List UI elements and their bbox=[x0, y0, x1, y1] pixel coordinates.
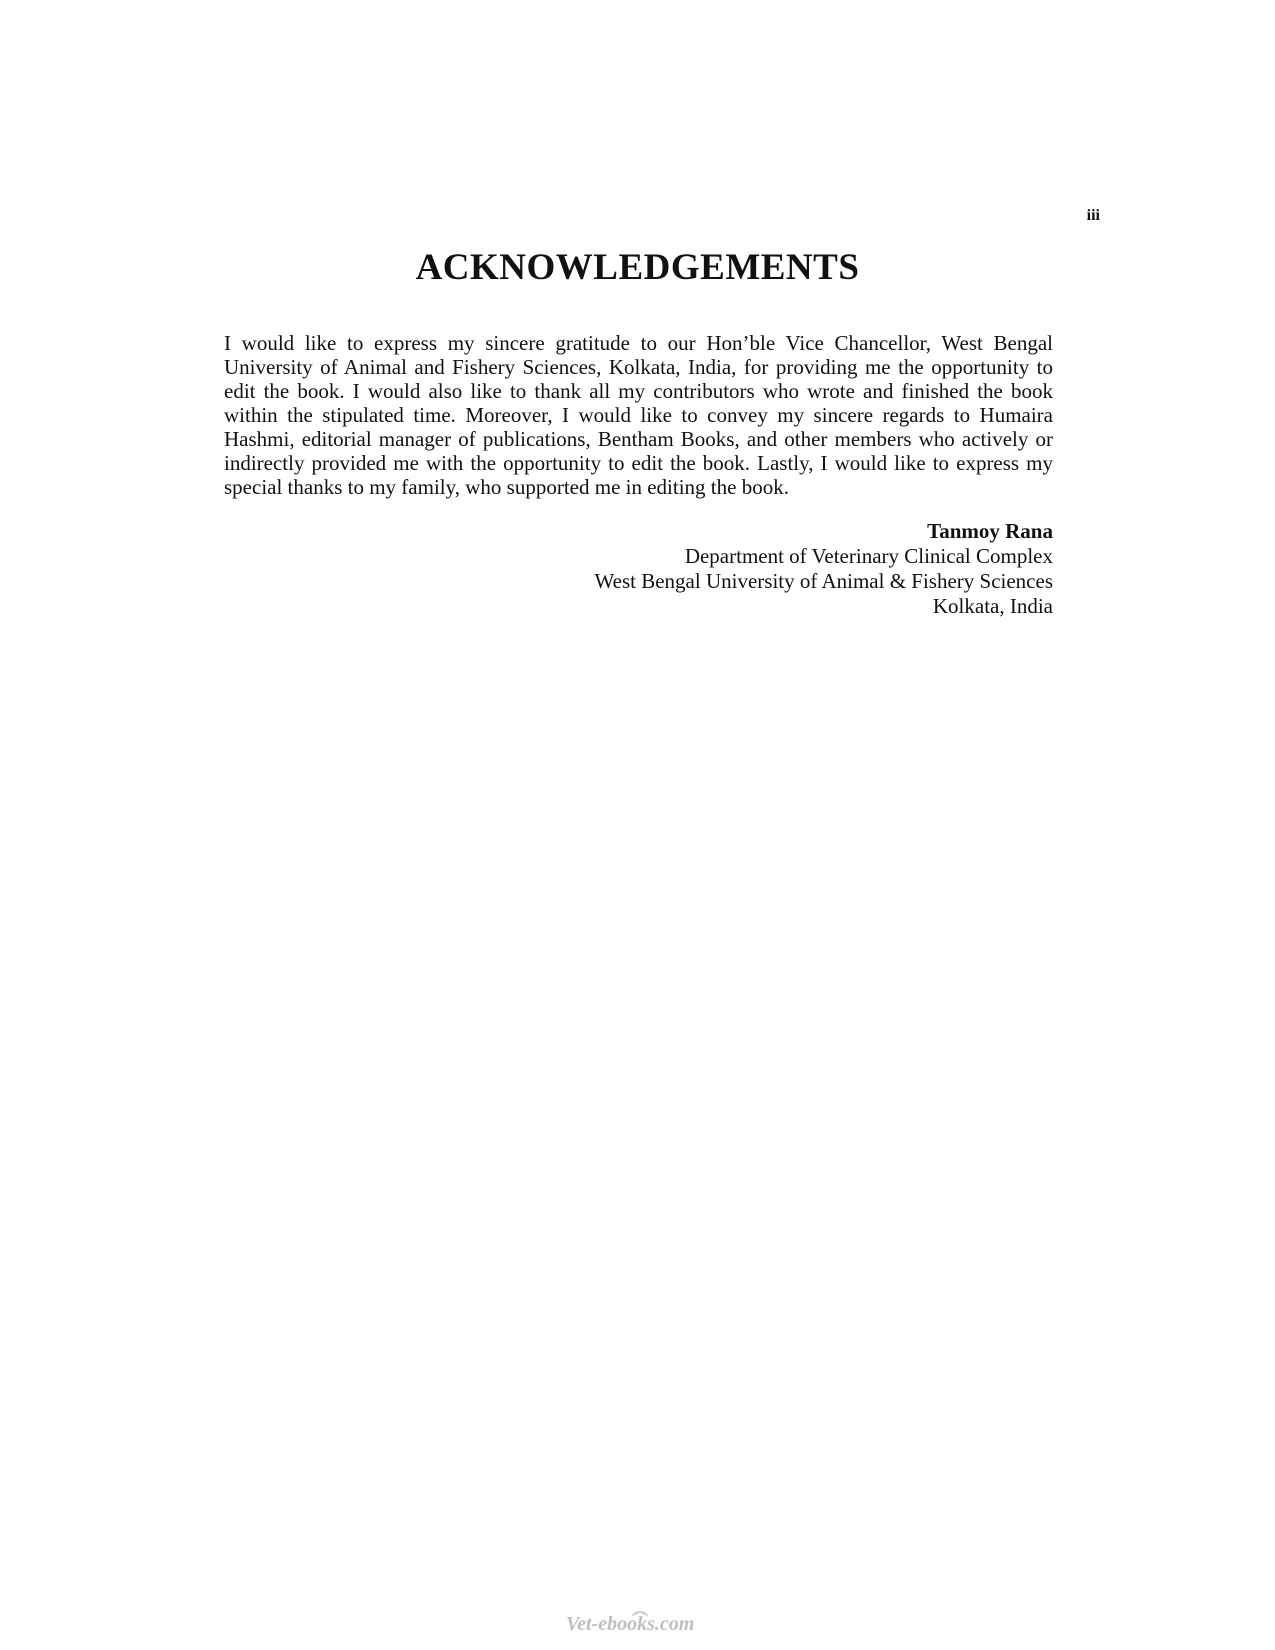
svg-text:Vet-ebooks.com: Vet-ebooks.com bbox=[566, 1613, 695, 1635]
page-title: ACKNOWLEDGEMENTS bbox=[415, 247, 860, 288]
page-number: iii bbox=[1086, 207, 1100, 224]
signature-block bbox=[224, 519, 1053, 619]
signature-location: Kolkata, India bbox=[932, 594, 1053, 618]
signature-department: Department of Veterinary Clinical Complex bbox=[684, 544, 1053, 568]
signature-university: West Bengal University of Animal & Fishery Sciences bbox=[594, 569, 1053, 593]
signature-name: Tanmoy Rana bbox=[927, 519, 1053, 543]
watermark-logo bbox=[560, 1606, 720, 1636]
acknowledgement-paragraph: I would like to express my sincere gratitude to our Hon’ble Vice Chancellor, West Bengal University of Animal and Fishery Sciences, Kolkata, India, for providing me the opportunity to edit the book. I would also like to thank all my contributors who wrote and finished the book within the stipulated time. Moreover, I would like to convey my sincere regards to Humaira Hashmi, editorial manager of publications, Bentham Books, and other members who actively or indirectly provided me with the opportunity to edit the book. Lastly, I would like to express my special thanks to my family, who supported me in editing the book. bbox=[224, 331, 1053, 499]
